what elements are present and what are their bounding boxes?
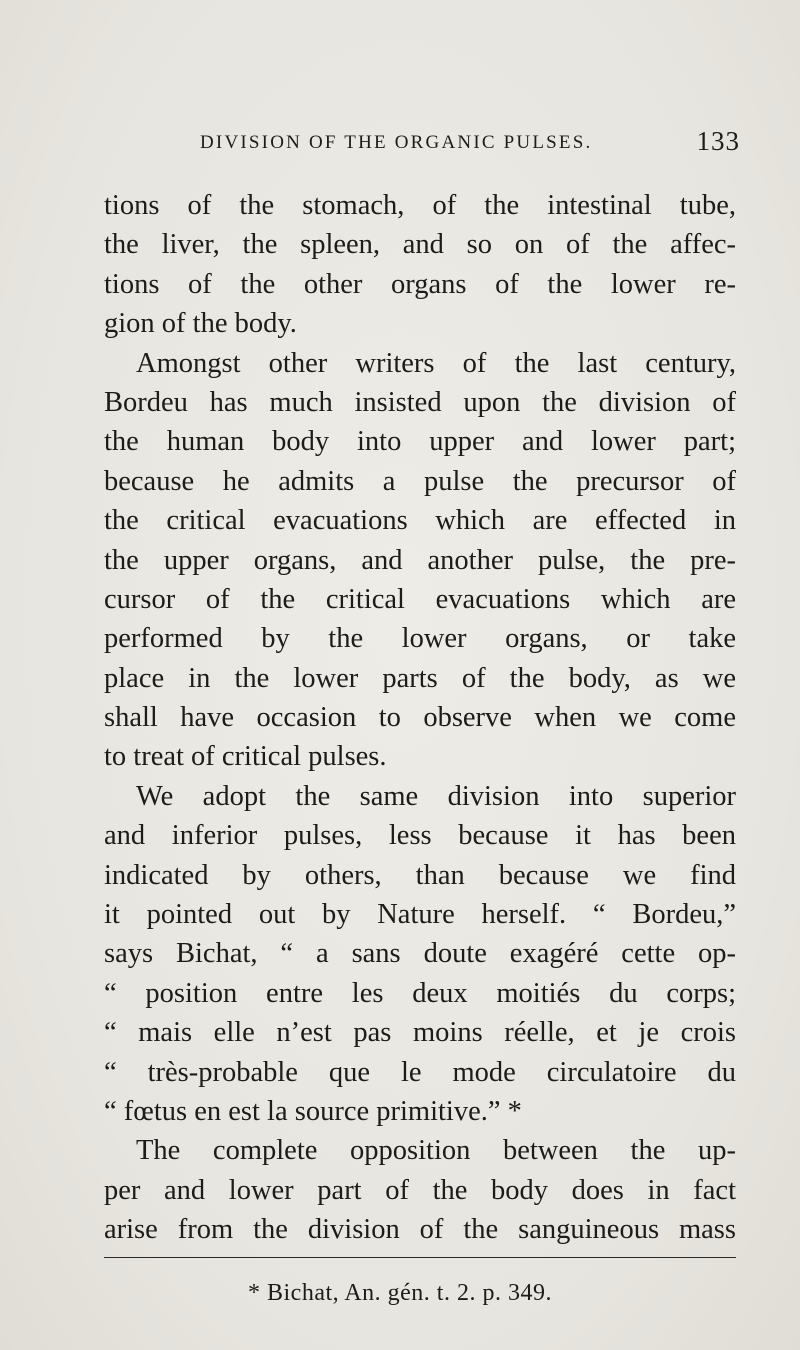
text-line: it pointed out by Nature herself. “ Bordeu,” bbox=[104, 899, 736, 931]
text-line: place in the lower parts of the body, as we bbox=[104, 662, 736, 694]
paragraph-start-line: Amongst other writers of the last century, bbox=[136, 347, 736, 379]
text-line: Bordeu has much insisted upon the division of bbox=[104, 386, 736, 418]
text-line: because he admits a pulse the precursor of bbox=[104, 465, 736, 497]
text-line: per and lower part of the body does in fact bbox=[104, 1174, 736, 1206]
page-number: 133 bbox=[696, 126, 740, 156]
text-line: and inferior pulses, less because it has been bbox=[104, 820, 736, 852]
text-line: “ fœtus en est la source primitive.” * bbox=[104, 1095, 522, 1127]
text-line: indicated by others, than because we find bbox=[104, 859, 736, 891]
text-line: tions of the stomach, of the intestinal tube, bbox=[104, 190, 736, 221]
text-line: arise from the division of the sanguineous mass bbox=[104, 1214, 736, 1246]
text-line: gion of the body. bbox=[104, 308, 297, 340]
text-line: the upper organs, and another pulse, the pre- bbox=[104, 544, 736, 576]
paragraph-start-line: The complete opposition between the up- bbox=[136, 1135, 736, 1167]
text-line: “ très-probable que le mode circulatoire du bbox=[104, 1056, 736, 1088]
footnote: * Bichat, An. gén. t. 2. p. 349. bbox=[248, 1280, 552, 1306]
text-line: cursor of the critical evacuations which are bbox=[104, 583, 736, 615]
text-line: “ position entre les deux moitiés du corps; bbox=[104, 977, 736, 1009]
paragraph-start-line: We adopt the same division into superior bbox=[136, 780, 736, 812]
text-line: “ mais elle n’est pas moins réelle, et je crois bbox=[104, 1017, 736, 1049]
text-line: shall have occasion to observe when we come bbox=[104, 702, 736, 734]
footnote-divider bbox=[104, 1257, 736, 1258]
text-line: says Bichat, “ a sans doute exagéré cette op- bbox=[104, 938, 736, 970]
text-line: the liver, the spleen, and so on of the affec- bbox=[104, 229, 736, 261]
body-text bbox=[104, 186, 736, 1250]
text-line: tions of the other organs of the lower re- bbox=[104, 268, 736, 300]
text-line: the human body into upper and lower part; bbox=[104, 426, 736, 458]
text-line: to treat of critical pulses. bbox=[104, 741, 387, 773]
page-header bbox=[200, 126, 740, 162]
text-line: the critical evacuations which are effected in bbox=[104, 505, 736, 537]
text-line: performed by the lower organs, or take bbox=[104, 623, 736, 655]
running-head: DIVISION OF THE ORGANIC PULSES. bbox=[200, 132, 593, 153]
